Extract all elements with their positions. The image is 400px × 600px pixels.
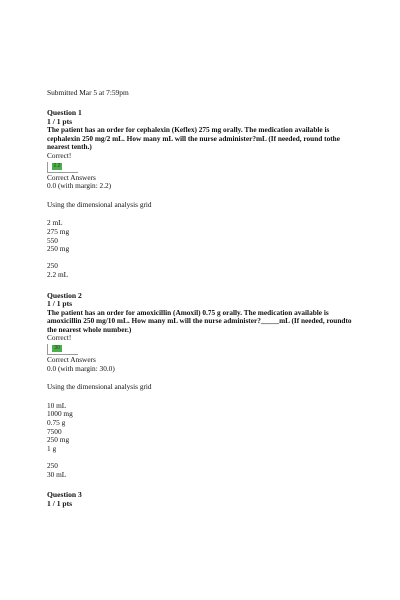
submitted-timestamp: Submitted Mar 5 at 7:59pm [47, 88, 129, 97]
result-line: 250 [47, 461, 58, 470]
grid-line: 250 mg [47, 435, 70, 445]
question-title: Question 1 [47, 108, 82, 117]
question-text: The patient has an order for cephalexin (Keflex) 275 mg orally. The medication available is cephalexin 250 mg/2 mL. How many mL will the nurse administer?mL (If needed, round tothe nearest tenth.) [47, 125, 340, 152]
question-text: The patient has an order for amoxicillin (Amoxil) 0.75 g orally. The medication available is amoxicillin 250 mg/10 mL. How many mL will the nurse administer?_____mL (If needed, roundto the nearest whole number.) [47, 307, 352, 334]
grid-lines [47, 402, 352, 454]
grid-line: 2 mL [47, 218, 63, 228]
correct-answers-label: Correct Answers [47, 172, 96, 182]
correct-status: Correct! [47, 150, 72, 160]
question-points: 1 / 1 pts [47, 498, 73, 508]
question-block-3 [47, 491, 352, 508]
result-lines [47, 262, 352, 279]
correct-answers-value: 0.0 (with margin: 30.0) [47, 363, 115, 373]
grid-line: 550 [47, 235, 58, 245]
result-lines [47, 462, 352, 479]
user-answer-chip: 30 [52, 345, 62, 352]
quiz-results-page [47, 88, 352, 520]
grid-line: 0.75 g [47, 418, 66, 428]
grid-intro: Using the dimensional analysis grid [47, 199, 152, 209]
correct-answers-value: 0.0 (with margin: 2.2) [47, 181, 112, 191]
grid-line: 250 mg [47, 244, 70, 254]
grid-lines [47, 219, 352, 253]
grid-line: 1000 mg [47, 409, 73, 419]
question-block-2 [47, 292, 352, 480]
grid-line: 10 mL [47, 400, 67, 410]
grid-line: 275 mg [47, 226, 70, 236]
user-answer-box [47, 344, 78, 355]
result-line: 30 mL [47, 469, 67, 479]
grid-line: 7500 [47, 426, 62, 436]
result-line: 2.2 mL [47, 269, 69, 279]
question-points: 1 / 1 pts [47, 299, 73, 309]
question-title: Question 3 [47, 490, 82, 500]
correct-status: Correct! [47, 333, 72, 343]
correct-answers-label: Correct Answers [47, 355, 96, 365]
grid-intro: Using the dimensional analysis grid [47, 382, 152, 392]
question-title: Question 2 [47, 290, 82, 300]
user-answer-box [47, 162, 78, 173]
result-line: 250 [47, 261, 58, 271]
grid-line: 1 g [47, 443, 57, 453]
question-points: 1 / 1 pts [47, 116, 73, 126]
question-block-1 [47, 109, 352, 280]
user-answer-chip: 2.2 [53, 162, 61, 169]
